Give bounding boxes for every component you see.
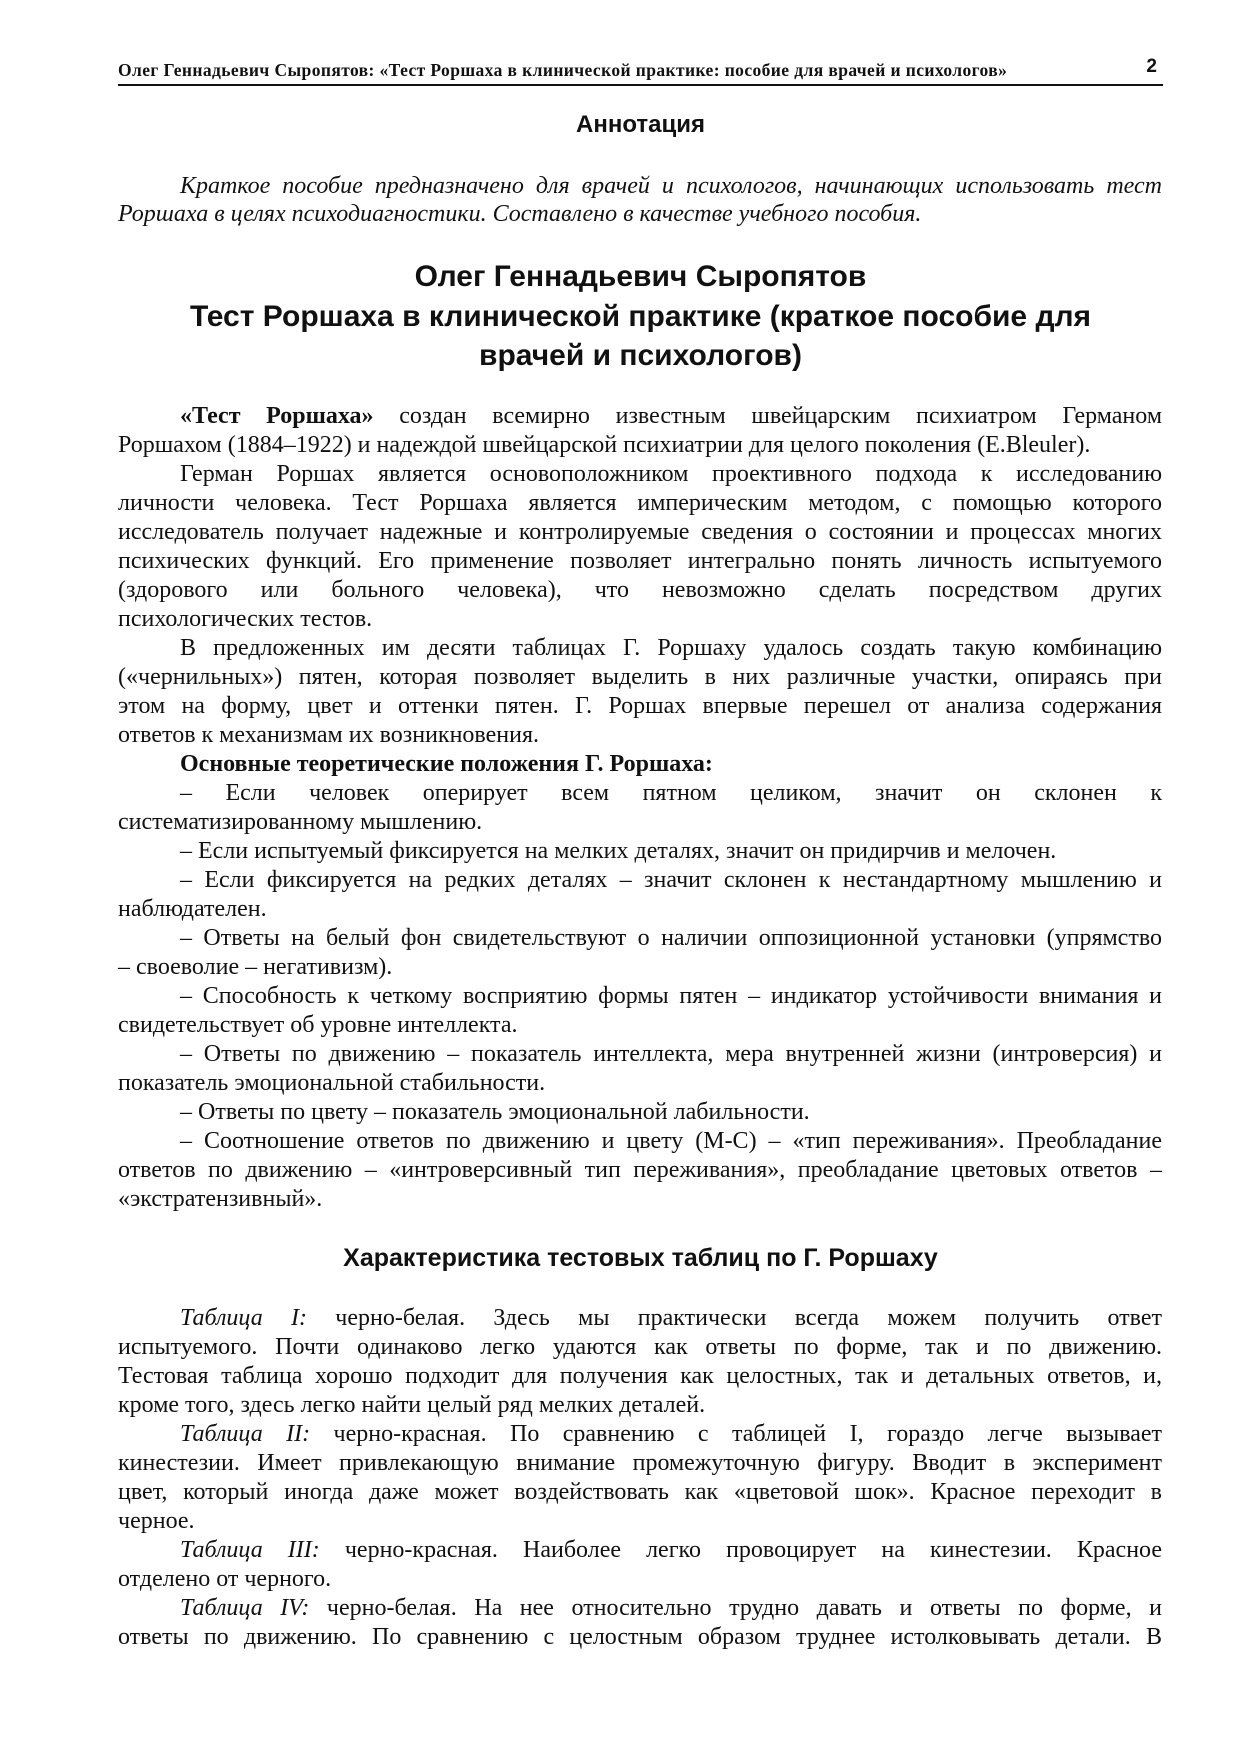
paragraph-lead: Таблица II: bbox=[180, 1421, 311, 1447]
section-heading: Характеристика тестовых таблиц по Г. Роршаху bbox=[343, 1244, 938, 1272]
paragraph bbox=[118, 402, 1162, 460]
line-text: показатель эмоциональной стабильности. bbox=[118, 1070, 546, 1096]
text-line bbox=[118, 1391, 1162, 1420]
text-line bbox=[118, 1594, 1162, 1623]
line-text: свидетельствует об уровне интеллекта. bbox=[118, 1012, 518, 1038]
line-text: ответов по движению – «интроверсивный тип переживания», преобладание цветовых ответов – bbox=[118, 1157, 1162, 1183]
line-text: – Если фиксируется на редких деталях – значит склонен к нестандартному мышлению и bbox=[180, 867, 1162, 893]
line-text: – Соотношение ответов по движению и цвету (М-С) – «тип переживания». Преобладание bbox=[180, 1128, 1162, 1154]
annotation-line: Краткое пособие предназначено для врачей и психологов, начинающих использовать тест bbox=[180, 173, 1162, 199]
text-line bbox=[118, 547, 1162, 576]
paragraph bbox=[118, 460, 1162, 634]
paragraph bbox=[118, 1594, 1162, 1652]
line-text: ответы по движению. По сравнению с целостным образом труднее истолковывать детали. В bbox=[118, 1624, 1162, 1650]
text-line bbox=[118, 895, 1162, 924]
paragraph bbox=[118, 837, 1162, 866]
line-text: психических функций. Его применение позволяет интегрально понять личность испытуемого bbox=[118, 548, 1162, 574]
text-line bbox=[118, 1156, 1162, 1185]
line-text: Тестовая таблица хорошо подходит для получения как целостных, так и детальных ответов, и, bbox=[118, 1363, 1162, 1389]
page-number: 2 bbox=[1146, 56, 1157, 77]
paragraph bbox=[118, 1040, 1162, 1098]
text-line bbox=[118, 460, 1162, 489]
line-text: Герман Роршах является основоположником проективного подхода к исследованию bbox=[180, 461, 1162, 487]
paragraph-lead: Таблица III: bbox=[180, 1537, 320, 1563]
line-text: исследователь получает надежные и контролируемые сведения о состоянии и процессах многих bbox=[118, 519, 1162, 545]
paragraph-lead: Основные теоретические положения Г. Роршаха: bbox=[180, 751, 713, 777]
text-line bbox=[118, 1127, 1162, 1156]
annotation-text bbox=[118, 172, 1162, 228]
line-text: личности человека. Тест Роршаха является империческим методом, с помощью которого bbox=[118, 490, 1162, 516]
text-line bbox=[118, 431, 1162, 460]
text-line bbox=[118, 518, 1162, 547]
text-line bbox=[118, 982, 1162, 1011]
text-line bbox=[118, 837, 1162, 866]
body-section-tables bbox=[118, 1304, 1162, 1652]
running-header bbox=[118, 56, 1163, 86]
text-line bbox=[118, 866, 1162, 895]
line-text: испытуемого. Почти одинаково легко удаются как ответы по форме, так и по движению. bbox=[118, 1334, 1162, 1360]
text-line bbox=[118, 1478, 1162, 1507]
text-line bbox=[118, 1098, 1162, 1127]
text-line bbox=[118, 1362, 1162, 1391]
line-text: систематизированному мышлению. bbox=[118, 809, 483, 835]
annotation-line: Роршаха в целях психодиагностики. Составлено в качестве учебного пособия. bbox=[118, 201, 922, 227]
paragraph bbox=[118, 779, 1162, 837]
header-rule bbox=[118, 84, 1163, 86]
line-text: («чернильных») пятен, которая позволяет выделить в них различные участки, опираясь при bbox=[118, 664, 1162, 690]
line-text: кроме того, здесь легко найти целый ряд мелких деталей. bbox=[118, 1392, 706, 1418]
text-line bbox=[118, 1536, 1162, 1565]
text-line bbox=[118, 924, 1162, 953]
paragraph bbox=[118, 1420, 1162, 1536]
text-line bbox=[118, 1449, 1162, 1478]
text-line bbox=[118, 1304, 1162, 1333]
paragraph-lead: Таблица IV: bbox=[180, 1595, 310, 1621]
line-text: – Ответы по движению – показатель интеллекта, мера внутренней жизни (интроверсия) и bbox=[180, 1041, 1162, 1067]
line-text: (здорового или больного человека), что невозможно сделать посредством других bbox=[118, 577, 1162, 603]
line-text: черно-красная. По сравнению с таблицей I, гораздо легче вызывает bbox=[310, 1421, 1163, 1447]
text-line bbox=[118, 1623, 1162, 1652]
document-title bbox=[118, 257, 1163, 376]
line-text: черно-красная. Наиболее легко провоцирует на кинестезии. Красное bbox=[319, 1537, 1162, 1563]
line-text: кинестезии. Имеет привлекающую внимание промежуточную фигуру. Вводит в эксперимент bbox=[118, 1450, 1162, 1476]
text-line bbox=[118, 1565, 1162, 1594]
text-line bbox=[118, 1040, 1162, 1069]
line-text: – Если человек оперирует всем пятном целиком, значит он склонен к bbox=[180, 780, 1162, 806]
line-text: – Если испытуемый фиксируется на мелких деталях, значит он придирчив и мелочен. bbox=[180, 838, 1057, 864]
text-line bbox=[118, 1011, 1162, 1040]
paragraph bbox=[118, 1127, 1162, 1214]
paragraph-lead: «Тест Роршаха» bbox=[180, 403, 374, 429]
text-line bbox=[118, 953, 1162, 982]
body-section-intro bbox=[118, 402, 1162, 1214]
paragraph bbox=[118, 924, 1162, 982]
line-text: этом на форму, цвет и оттенки пятен. Г. Роршах впервые перешел от анализа содержания bbox=[118, 693, 1162, 719]
paragraph bbox=[118, 1098, 1162, 1127]
text-line bbox=[118, 605, 1162, 634]
line-text: наблюдателен. bbox=[118, 896, 267, 922]
title-line: врачей и психологов) bbox=[479, 339, 802, 372]
line-text: создан всемирно известным швейцарским психиатром Германом bbox=[373, 403, 1162, 429]
text-line bbox=[118, 1507, 1162, 1536]
text-line bbox=[118, 1420, 1162, 1449]
text-line bbox=[118, 489, 1162, 518]
line-text: – Ответы по цвету – показатель эмоциональной лабильности. bbox=[180, 1099, 810, 1125]
text-line bbox=[118, 1333, 1162, 1362]
line-text: – Ответы на белый фон свидетельствуют о наличии оппозиционной установки (упрямство bbox=[180, 925, 1162, 951]
title-line: Олег Геннадьевич Сыропятов bbox=[414, 260, 867, 293]
line-text: ответов к механизмам их возникновения. bbox=[118, 722, 539, 748]
text-line bbox=[118, 1069, 1162, 1098]
line-text: черное. bbox=[118, 1508, 195, 1534]
text-line bbox=[118, 808, 1162, 837]
line-text: цвет, который иногда даже может воздействовать как «цветовой шок». Красное переходит в bbox=[118, 1479, 1162, 1505]
text-line bbox=[118, 663, 1162, 692]
line-text: – Способность к четкому восприятию формы пятен – индикатор устойчивости внимания и bbox=[180, 983, 1162, 1009]
paragraph bbox=[118, 634, 1162, 750]
line-text: Роршахом (1884–1922) и надеждой швейцарской психиатрии для целого поколения (E.Bleuler). bbox=[118, 432, 1091, 458]
paragraph bbox=[118, 866, 1162, 924]
text-line bbox=[118, 779, 1162, 808]
text-line bbox=[118, 402, 1162, 431]
text-line bbox=[118, 634, 1162, 663]
line-text: «экстратензивный». bbox=[118, 1186, 323, 1212]
line-text: В предложенных им десяти таблицах Г. Роршаху удалось создать такую комбинацию bbox=[180, 635, 1162, 661]
text-line bbox=[118, 721, 1162, 750]
paragraph bbox=[118, 750, 1162, 779]
line-text: черно-белая. На нее относительно трудно давать и ответы по форме, и bbox=[309, 1595, 1162, 1621]
line-text: черно-белая. Здесь мы практически всегда можем получить ответ bbox=[307, 1305, 1162, 1331]
paragraph-lead: Таблица I: bbox=[180, 1305, 307, 1331]
text-line bbox=[118, 692, 1162, 721]
line-text: – своеволие – негативизм). bbox=[118, 954, 393, 980]
annotation-heading: Аннотация bbox=[576, 111, 705, 138]
text-line bbox=[118, 750, 1162, 779]
paragraph bbox=[118, 982, 1162, 1040]
line-text: отделено от черного. bbox=[118, 1566, 332, 1592]
running-title: Олег Геннадьевич Сыропятов: «Тест Роршаха в клинической практике: пособие для врачей и психологов» bbox=[118, 60, 1008, 80]
paragraph bbox=[118, 1536, 1162, 1594]
line-text: психологических тестов. bbox=[118, 606, 373, 632]
paragraph bbox=[118, 1304, 1162, 1420]
text-line bbox=[118, 1185, 1162, 1214]
title-line: Тест Роршаха в клинической практике (краткое пособие для bbox=[189, 299, 1092, 333]
text-line bbox=[118, 576, 1162, 605]
